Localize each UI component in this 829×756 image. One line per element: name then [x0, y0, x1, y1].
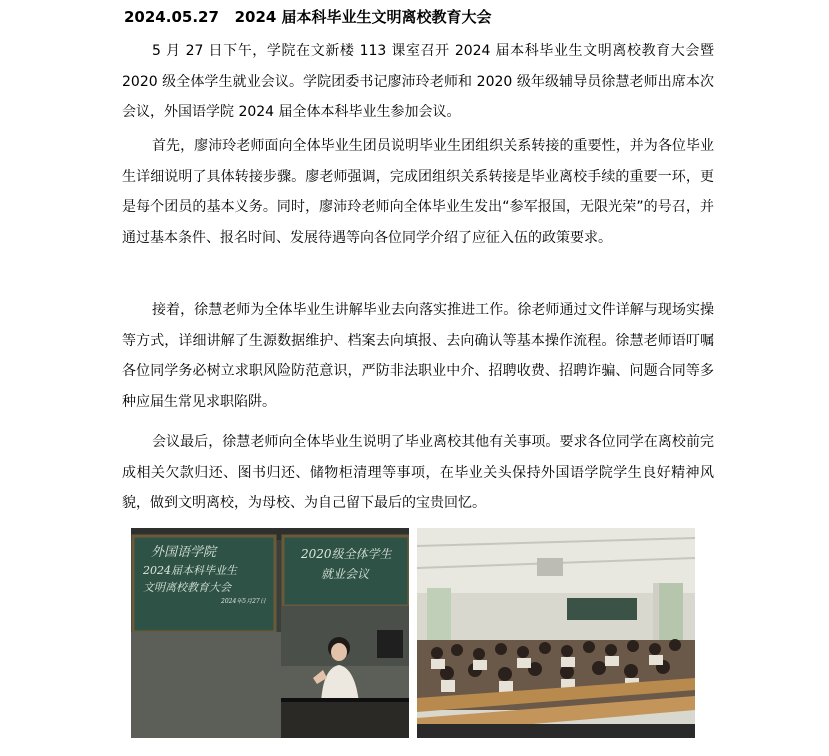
board-right-line-2: 就业会议 [321, 567, 370, 581]
photo-audience [417, 528, 695, 738]
paragraph-intro: 5 月 27 日下午，学院在文新楼 113 课室召开 2024 届本科毕业生文明离校教育大会暨 2020 级全体学生就业会议。学院团委书记廖沛玲老师和 2020 级年级辅导员徐慧老师出席本次会议，外国语学院 2024 届全体本科毕业生参加会议。 [122, 43, 714, 120]
article-date: 2024.05.27 [124, 8, 219, 26]
board-left-line-3: 文明离校教育大会 [143, 581, 231, 594]
board-left-line-2: 2024届本科毕业生 [143, 564, 237, 577]
photo-speaker [131, 528, 409, 738]
board-right-line-1: 2020级全体学生 [301, 547, 392, 561]
paragraph-second: 接着，徐慧老师为全体毕业生讲解毕业去向落实推进工作。徐老师通过文件详解与现场实操等方式，详细讲解了生源数据维护、档案去向填报、去向确认等基本操作流程。徐慧老师语叮嘱各位同学务必树立求职风险防范意识，严防非法职业中介、招聘收费、招聘诈骗、问题合同等多种应届生常见求职陷阱。 [122, 302, 714, 410]
article-headline: 2024 届本科毕业生文明离校教育大会 [234, 8, 492, 26]
article-title [124, 7, 492, 27]
board-left-line-1: 外国语学院 [151, 545, 217, 560]
paragraph-final: 会议最后，徐慧老师向全体毕业生说明了毕业离校其他有关事项。要求各位同学在离校前完成相关欠款归还、图书归还、储物柜清理等事项，在毕业关头保持外国语学院学生良好精神风貌，做到文明离校，为母校、为自己留下最后的宝贵回忆。 [122, 434, 714, 511]
paragraph-first: 首先，廖沛玲老师面向全体毕业生团员说明毕业生团组织关系转接的重要性，并为各位毕业生详细说明了具体转接步骤。廖老师强调，完成团组织关系转接是毕业离校手续的重要一环，更是每个团员的基本义务。同时，廖沛玲老师向全体毕业生发出“参军报国，无限光荣”的号召，并通过基本条件、报名时间、发展待遇等向各位同学介绍了应征入伍的政策要求。 [122, 138, 714, 246]
board-left-line-4: 2024年5月27日 [221, 598, 266, 605]
